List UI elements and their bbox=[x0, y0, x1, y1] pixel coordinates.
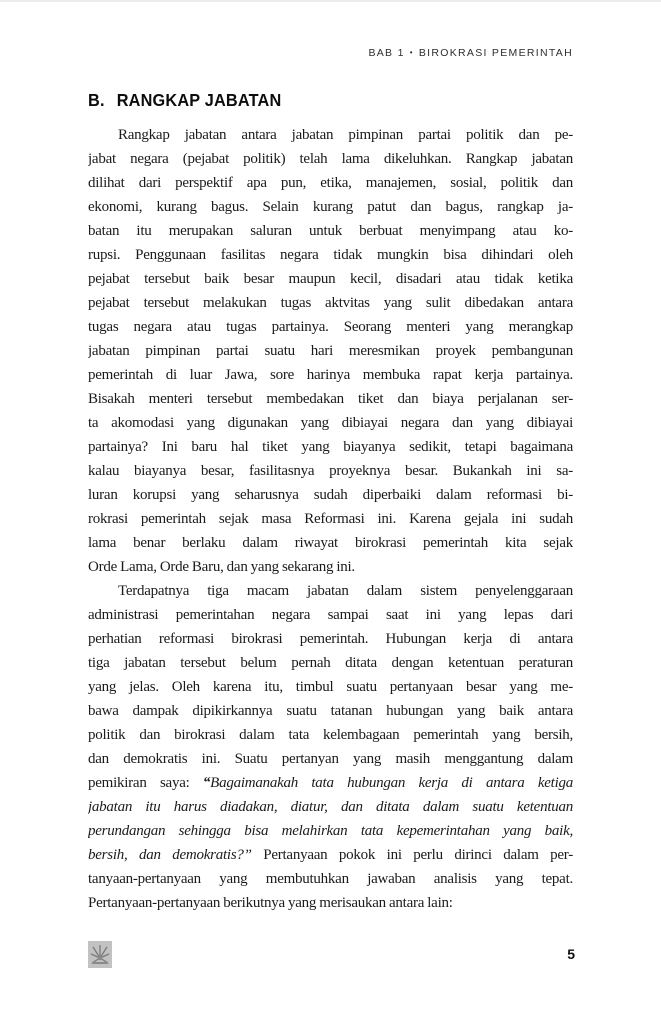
text-line bbox=[88, 651, 573, 675]
body-run: tanyaan-pertanyaan yang membutuhkan jawaban analisis yang tepat. bbox=[88, 871, 573, 887]
quoted-italic-text: Bagaimanakah tata hubungan kerja di antara ketiga bbox=[210, 775, 573, 791]
body-run: pemerintah di luar Jawa, sore harinya membuka rapat kerja partainya. bbox=[88, 367, 573, 383]
text-line bbox=[88, 771, 573, 795]
text-line bbox=[88, 147, 573, 171]
section-letter: B. bbox=[88, 90, 105, 110]
body-run: rokrasi pemerintah sejak masa Reformasi ini. Karena gejala ini sudah bbox=[88, 511, 573, 527]
text-line bbox=[88, 219, 573, 243]
body-run: dan demokratis ini. Suatu pertanyan yang masih menggantung dalam bbox=[88, 751, 573, 767]
body-run: partainya? Ini baru hal tiket yang biayanya sedikit, tetapi bagaimana bbox=[88, 439, 573, 455]
text-line bbox=[88, 483, 573, 507]
body-run: perhatian reformasi birokrasi pemerintah. Hubungan kerja di antara bbox=[88, 631, 573, 647]
text-line bbox=[88, 243, 573, 267]
text-line bbox=[88, 675, 573, 699]
text-line bbox=[88, 363, 573, 387]
body-run: rupsi. Penggunaan fasilitas negara tidak mungkin bisa dihindari oleh bbox=[88, 247, 573, 263]
text-line bbox=[88, 435, 573, 459]
paragraph bbox=[88, 579, 573, 915]
body-run: tiga jabatan tersebut belum pernah ditata dengan ketentuan peraturan bbox=[88, 655, 573, 671]
body-run: Rangkap jabatan antara jabatan pimpinan partai politik dan pe- bbox=[118, 127, 573, 143]
body-run: pejabat tersebut melakukan tugas aktvitas yang sulit dibedakan antara bbox=[88, 295, 573, 311]
text-line bbox=[88, 627, 573, 651]
body-text bbox=[88, 123, 573, 915]
body-run: yang jelas. Oleh karena itu, timbul suatu pertanyaan besar yang me- bbox=[88, 679, 573, 695]
text-line bbox=[88, 699, 573, 723]
body-run: lama benar berlaku dalam riwayat birokrasi pemerintah kita sejak bbox=[88, 535, 573, 551]
body-run: luran korupsi yang seharusnya sudah diperbaiki dalam reformasi bi- bbox=[88, 487, 573, 503]
body-run: ekonomi, kurang bagus. Selain kurang patut dan bagus, rangkap ja- bbox=[88, 199, 573, 215]
text-line bbox=[88, 795, 573, 819]
body-run: Bisakah menteri tersebut membedakan tiket dan biaya perjalanan ser- bbox=[88, 391, 573, 407]
body-run: pemikiran saya: bbox=[88, 775, 203, 791]
text-line bbox=[88, 891, 573, 915]
body-run: pejabat tersebut baik besar maupun kecil, disadari atau tidak ketika bbox=[88, 271, 573, 287]
page-number: 5 bbox=[567, 946, 575, 962]
text-line bbox=[88, 411, 573, 435]
ornament-stamp-icon bbox=[88, 941, 112, 968]
body-run: Orde Lama, Orde Baru, dan yang sekarang ini. bbox=[88, 559, 355, 575]
body-run: politik dan birokrasi dalam tata kelembagaan pemerintah yang bersih, bbox=[88, 727, 573, 743]
text-line bbox=[88, 387, 573, 411]
paragraph bbox=[88, 123, 573, 579]
text-line bbox=[88, 555, 573, 579]
text-line bbox=[88, 267, 573, 291]
body-run: administrasi pemerintahan negara sampai saat ini yang lepas dari bbox=[88, 607, 573, 623]
body-run: jabatan pimpinan partai suatu hari meresmikan proyek pembangunan bbox=[88, 343, 573, 359]
section-heading bbox=[88, 90, 539, 110]
text-line bbox=[88, 195, 573, 219]
text-line bbox=[88, 579, 573, 603]
body-run: Pertanyaan-pertanyaan berikutnya yang merisaukan antara lain: bbox=[88, 895, 453, 911]
text-line bbox=[88, 339, 573, 363]
text-line bbox=[88, 171, 573, 195]
quoted-italic-text: perundangan sehingga bisa melahirkan tata kepemerintahan yang baik, bbox=[88, 823, 573, 839]
quote-mark: “ bbox=[202, 775, 211, 791]
book-title: BIROKRASI PEMERINTAH bbox=[418, 47, 573, 59]
text-line bbox=[88, 291, 573, 315]
body-run: Pertanyaan pokok ini perlu dirinci dalam per- bbox=[251, 847, 573, 863]
body-run: batan itu merupakan saluran untuk berbuat menyimpang atau ko- bbox=[88, 223, 573, 239]
page-footer bbox=[88, 938, 575, 970]
body-run: tugas negara atau tugas partainya. Seorang menteri yang merangkap bbox=[88, 319, 573, 335]
body-run: jabat negara (pejabat politik) telah lama dikeluhkan. Rangkap jabatan bbox=[88, 151, 573, 167]
text-line bbox=[88, 867, 573, 891]
text-line bbox=[88, 531, 573, 555]
text-line bbox=[88, 315, 573, 339]
bullet-separator-icon: • bbox=[409, 48, 414, 57]
scan-edge bbox=[0, 0, 661, 2]
text-line bbox=[88, 843, 573, 867]
body-run: dilihat dari perspektif apa pun, etika, manajemen, sosial, politik dan bbox=[88, 175, 573, 191]
body-run: ta akomodasi yang digunakan yang dibiayai negara dan yang dibiayai bbox=[88, 415, 573, 431]
text-line bbox=[88, 747, 573, 771]
body-run: kalau biayanya besar, fasilitasnya proyeknya besar. Bukankah ini sa- bbox=[88, 463, 573, 479]
quoted-italic-text: jabatan itu harus diadakan, diatur, dan ditata dalam suatu ketentuan bbox=[88, 799, 573, 815]
section-title: RANGKAP JABATAN bbox=[116, 90, 282, 110]
text-line bbox=[88, 603, 573, 627]
running-header bbox=[88, 46, 573, 61]
text-line bbox=[88, 507, 573, 531]
body-run: bawa dampak dipikirkannya suatu tatanan hubungan yang baik antara bbox=[88, 703, 573, 719]
text-line bbox=[88, 123, 573, 147]
chapter-label: BAB 1 bbox=[368, 47, 405, 59]
text-line bbox=[88, 723, 573, 747]
body-run: Terdapatnya tiga macam jabatan dalam sistem penyelenggaraan bbox=[118, 583, 573, 599]
text-line bbox=[88, 819, 573, 843]
text-line bbox=[88, 459, 573, 483]
quoted-italic-text: bersih, dan demokratis?” bbox=[88, 847, 252, 863]
